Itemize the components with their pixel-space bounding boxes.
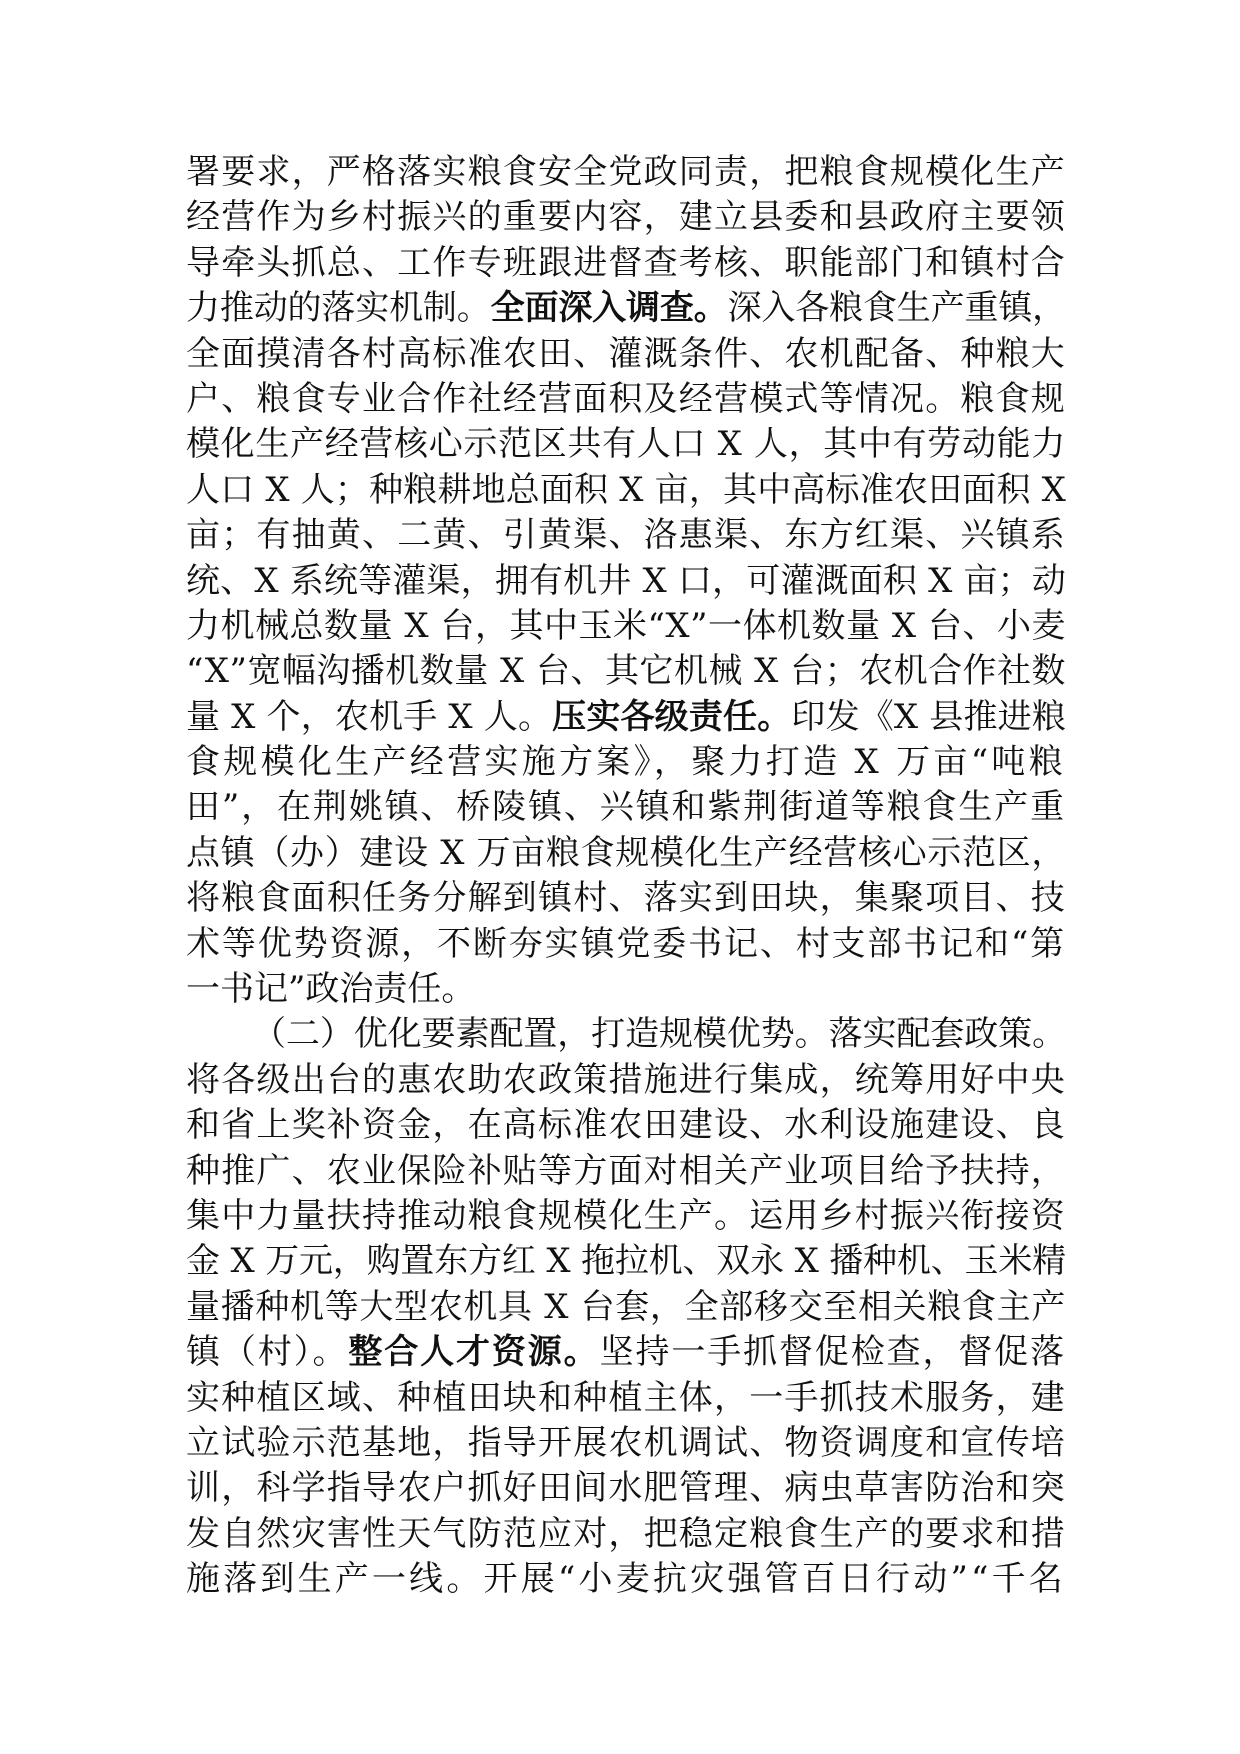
text-line xyxy=(186,1058,1066,1103)
text-line xyxy=(186,740,1066,785)
text-line xyxy=(186,1466,1066,1511)
text-line xyxy=(186,1376,1066,1421)
text-line xyxy=(186,559,1066,604)
body-text: 镇（村）。 xyxy=(186,1332,349,1373)
body-text: 署要求，严格落实粮食安全党政同责，把粮食规模化生产 xyxy=(186,152,1066,192)
text-line xyxy=(186,604,1066,649)
body-text: 和省上奖补资金，在高标准农田建设、水利设施建设、良 xyxy=(186,1105,1066,1146)
body-text: 导牵头抓总、工作专班跟进督查考核、职能部门和镇村合 xyxy=(186,242,1066,283)
body-text: 将粮食面积任务分解到镇村、落实到田块，集聚项目、技 xyxy=(186,878,1066,919)
body-text: 户、粮食专业合作社经营面积及经营模式等情况。粮食规 xyxy=(186,378,1066,419)
body-text: 人口 X 人；种粮耕地总面积 X 亩，其中高标准农田面积 X xyxy=(186,469,1066,510)
document-body xyxy=(186,150,1066,1603)
text-line xyxy=(186,1149,1066,1194)
text-line xyxy=(186,1421,1066,1466)
text-line xyxy=(186,1012,1066,1057)
text-line xyxy=(186,831,1066,876)
body-text: 施落到生产一线。开展“小麦抗灾强管百日行动”“千名 xyxy=(186,1559,1066,1600)
body-text: 深入各粮食生产重镇， xyxy=(727,288,1067,329)
text-line xyxy=(186,377,1066,422)
text-line xyxy=(186,695,1066,740)
text-line xyxy=(186,649,1066,694)
text-line xyxy=(186,876,1066,921)
text-line xyxy=(186,468,1066,513)
body-text: 经营作为乡村振兴的重要内容，建立县委和县政府主要领 xyxy=(186,197,1066,238)
text-line xyxy=(186,1557,1066,1602)
text-line xyxy=(186,195,1066,240)
body-text: 种推广、农业保险补贴等方面对相关产业项目给予扶持， xyxy=(186,1150,1066,1191)
body-text: 全面摸清各村高标准农田、灌溉条件、农机配备、种粮大 xyxy=(186,333,1066,374)
text-line xyxy=(186,150,1066,195)
body-text: 发自然灾害性天气防范应对，把稳定粮食生产的要求和措 xyxy=(186,1513,1066,1554)
text-line xyxy=(186,967,1066,1012)
bold-heading-text: 压实各级责任。 xyxy=(552,696,792,737)
body-text: 金 X 万元，购置东方红 X 拖拉机、双永 X 播种机、玉米精 xyxy=(186,1241,1066,1282)
body-text: 一书记”政治责任。 xyxy=(186,969,476,1010)
body-text: 集中力量扶持推动粮食规模化生产。运用乡村振兴衔接资 xyxy=(186,1195,1066,1236)
text-line xyxy=(186,922,1066,967)
body-text: 印发《X 县推进粮 xyxy=(791,696,1067,737)
text-line xyxy=(186,1330,1066,1375)
body-text: 模化生产经营核心示范区共有人口 X 人，其中有劳动能力 xyxy=(186,424,1066,465)
text-line xyxy=(186,1103,1066,1148)
text-line xyxy=(186,332,1066,377)
body-text: 力机械总数量 X 台，其中玉米“X”一体机数量 X 台、小麦 xyxy=(186,605,1066,646)
body-text: （二）优化要素配置，打造规模优势。落实配套政策。 xyxy=(252,1014,1066,1055)
text-line xyxy=(186,241,1066,286)
body-text: 将各级出台的惠农助农政策措施进行集成，统筹用好中央 xyxy=(186,1059,1066,1100)
bold-heading-text: 全面深入调查。 xyxy=(490,288,728,329)
body-text: 食规模化生产经营实施方案》，聚力打造 X 万亩“吨粮 xyxy=(186,742,1066,783)
body-text: 量播种机等大型农机具 X 台套，全部移交至相关粮食主产 xyxy=(186,1286,1066,1327)
text-line xyxy=(186,422,1066,467)
text-line xyxy=(186,1512,1066,1557)
text-line xyxy=(186,1239,1066,1284)
body-text: 实种植区域、种植田块和种植主体，一手抓技术服务，建 xyxy=(186,1377,1066,1418)
text-line xyxy=(186,785,1066,830)
body-text: 立试验示范基地，指导开展农机调试、物资调度和宣传培 xyxy=(186,1422,1066,1463)
body-text: 训，科学指导农户抓好田间水肥管理、病虫草害防治和突 xyxy=(186,1468,1066,1509)
text-line xyxy=(186,286,1066,331)
body-text: 坚持一手抓督促检查，督促落 xyxy=(599,1332,1067,1373)
bold-heading-text: 整合人才资源。 xyxy=(348,1332,600,1373)
text-line xyxy=(186,1194,1066,1239)
text-line xyxy=(186,1285,1066,1330)
body-text: 亩；有抽黄、二黄、引黄渠、洛惠渠、东方红渠、兴镇系 xyxy=(186,515,1066,556)
body-text: 量 X 个，农机手 X 人。 xyxy=(186,696,553,737)
body-text: 统、X 系统等灌渠，拥有机井 X 口，可灌溉面积 X 亩；动 xyxy=(186,560,1066,601)
body-text: 术等优势资源，不断夯实镇党委书记、村支部书记和“第 xyxy=(186,923,1066,964)
body-text: “X”宽幅沟播机数量 X 台、其它机械 X 台；农机合作社数 xyxy=(186,651,1066,692)
body-text: 点镇（办）建设 X 万亩粮食规模化生产经营核心示范区， xyxy=(186,832,1066,873)
body-text: 田”，在荆姚镇、桥陵镇、兴镇和紫荆街道等粮食生产重 xyxy=(186,787,1066,828)
body-text: 力推动的落实机制。 xyxy=(186,288,491,329)
text-line xyxy=(186,513,1066,558)
